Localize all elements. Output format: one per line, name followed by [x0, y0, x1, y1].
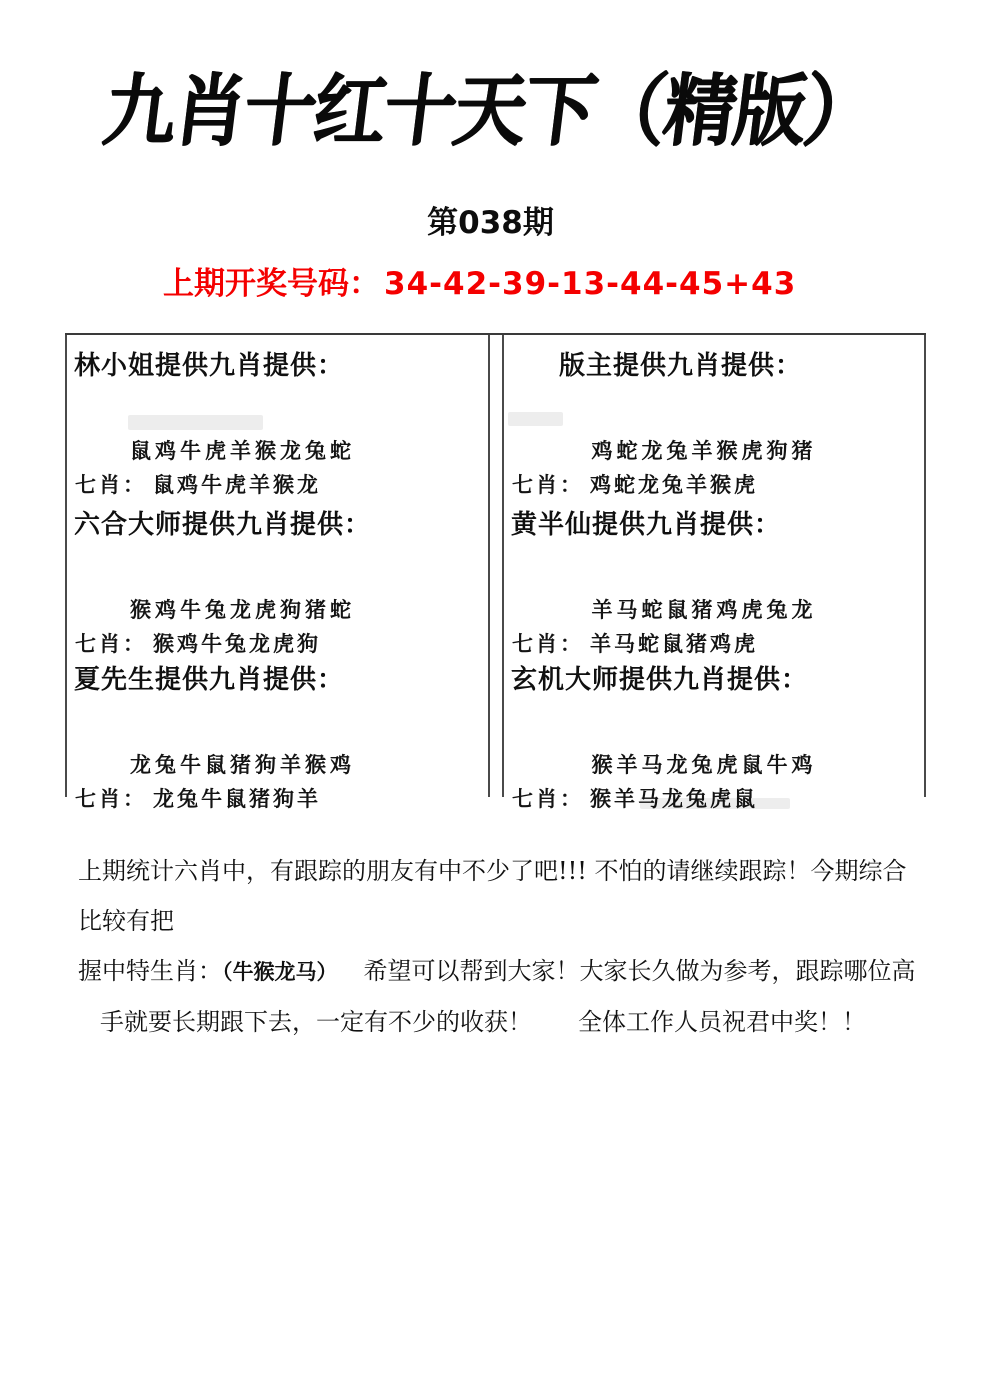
nine-xiao-line: 鼠鸡牛虎羊猴龙兔蛇	[130, 438, 355, 463]
page-title: 九肖十红十天下（精版）	[99, 65, 881, 156]
scan-artifact	[640, 798, 790, 809]
footer-line-2	[78, 946, 916, 997]
prediction-section	[504, 509, 924, 664]
provider-heading: 版主提供九肖提供：	[559, 351, 803, 381]
seven-xiao-values: 羊马蛇鼠猪鸡虎	[590, 631, 758, 656]
nine-xiao-line: 鸡蛇龙兔羊猴虎狗猪	[591, 438, 817, 463]
last-draw-label: 上期开奖号码：	[163, 266, 380, 302]
provider-heading: 夏先生提供九肖提供：	[74, 665, 345, 695]
seven-xiao-line	[67, 783, 488, 813]
seven-xiao-line	[67, 469, 488, 499]
seven-xiao-values: 鸡蛇龙兔羊猴虎	[590, 472, 758, 497]
prediction-section	[504, 335, 924, 509]
last-draw-line	[163, 258, 796, 303]
predictions-grid	[65, 333, 926, 811]
seven-xiao-label: 七肖：	[75, 631, 147, 656]
seven-xiao-line	[504, 628, 924, 658]
seven-xiao-values: 猴鸡牛兔龙虎狗	[153, 631, 321, 656]
footer-line-3	[78, 997, 916, 1047]
seven-xiao-line	[67, 628, 488, 658]
footer-note	[78, 846, 916, 1047]
seven-xiao-values: 猴羊马龙兔虎鼠	[590, 786, 758, 811]
prediction-section	[67, 664, 488, 811]
seven-xiao-line	[504, 469, 924, 499]
scan-artifact	[128, 415, 263, 430]
issue-number: 第038期	[427, 205, 554, 241]
seven-xiao-label: 七肖：	[512, 472, 584, 497]
footer-line-3-head: 手就要长期跟下去，一定有不少的收获！	[100, 1008, 532, 1036]
provider-heading: 林小姐提供九肖提供：	[74, 351, 345, 381]
seven-xiao-values: 龙兔牛鼠猪狗羊	[153, 786, 321, 811]
nine-xiao-line: 羊马蛇鼠猪鸡虎兔龙	[591, 597, 817, 622]
nine-xiao-line: 龙兔牛鼠猪狗羊猴鸡	[130, 752, 355, 777]
footer-line-1: 上期统计六肖中，有跟踪的朋友有中不少了吧!!! 不怕的请继续跟踪！今期综合比较有把	[78, 857, 907, 935]
prediction-column-right	[502, 335, 926, 811]
footer-line-2-prefix: 握中特生肖：	[78, 957, 222, 985]
nine-xiao-line: 猴羊马龙兔虎鼠牛鸡	[591, 752, 817, 777]
seven-xiao-label: 七肖：	[75, 472, 147, 497]
last-draw-numbers: 34-42-39-13-44-45+43	[384, 266, 797, 302]
provider-heading: 玄机大师提供九肖提供：	[511, 665, 809, 695]
seven-xiao-label: 七肖：	[512, 786, 584, 811]
seven-xiao-values: 鼠鸡牛虎羊猴龙	[153, 472, 321, 497]
prediction-section	[67, 509, 488, 664]
masthead	[0, 52, 981, 156]
footer-line-3-tail: 全体工作人员祝君中奖！！	[578, 1008, 866, 1036]
nine-xiao-line: 猴鸡牛兔龙虎狗猪蛇	[130, 597, 355, 622]
seven-xiao-label: 七肖：	[512, 631, 584, 656]
footer-line-2-tail: 希望可以帮到大家！大家长久做为参考，跟踪哪位高	[363, 957, 916, 985]
scan-artifact	[508, 412, 563, 426]
provider-heading: 黄半仙提供九肖提供：	[511, 510, 782, 540]
provider-heading: 六合大师提供九肖提供：	[74, 510, 372, 540]
special-zodiac-note: （牛猴龙马）	[222, 959, 338, 984]
prediction-column-left	[65, 335, 490, 811]
prediction-section	[504, 664, 924, 811]
seven-xiao-label: 七肖：	[75, 786, 147, 811]
